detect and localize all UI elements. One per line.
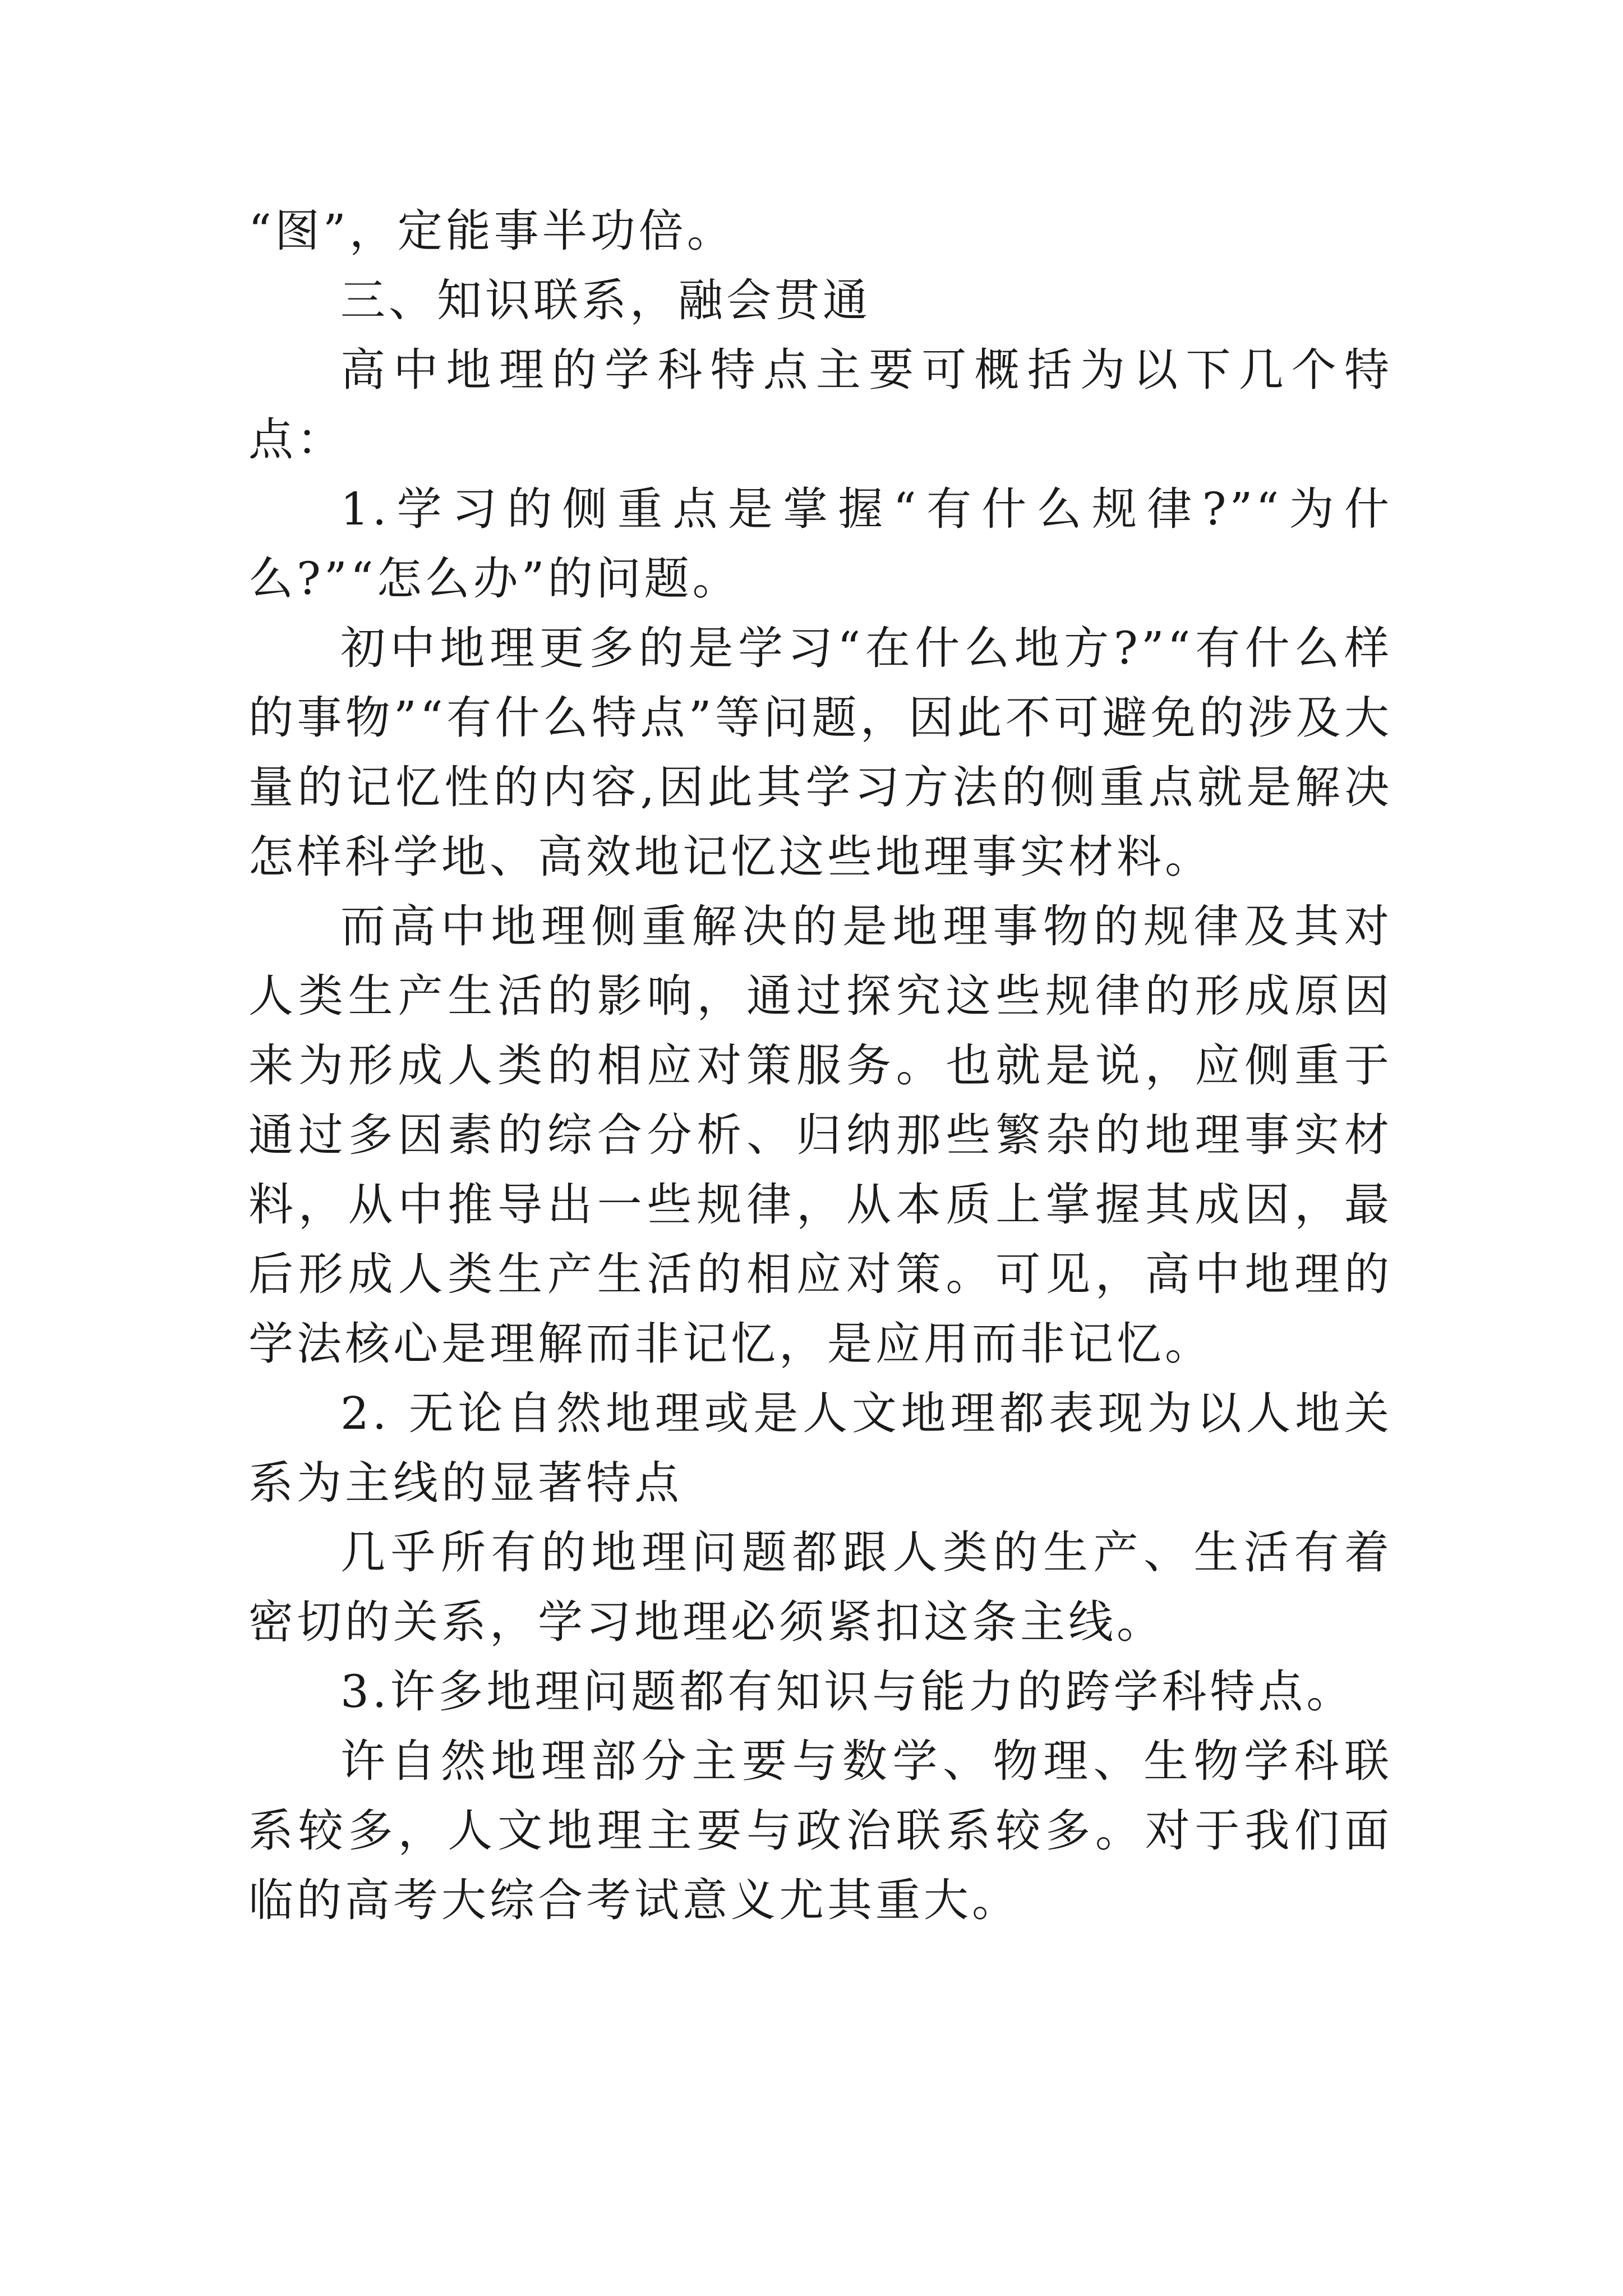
- paragraph-interdisciplinary: 许自然地理部分主要与数学、物理、生物学科联系较多，人文地理主要与政治联系较多。对于我们面临的高考大综合考试意义尤其重大。: [248, 1735, 1393, 1926]
- paragraph-continuation: “图”，定能事半功倍。: [248, 205, 735, 257]
- paragraph-intro: 高中地理的学科特点主要可概括为以下几个特点：: [248, 344, 1393, 466]
- paragraph-human-land: 几乎所有的地理问题都跟人类的生产、生活有着密切的关系，学习地理必须紧扣这条主线。: [248, 1526, 1393, 1648]
- document-body: [248, 196, 1393, 1935]
- point-2-heading: 2. 无论自然地理或是人文地理都表现为以人地关系为主线的显著特点: [248, 1387, 1393, 1509]
- point-1-heading: 1.学习的侧重点是掌握“有什么规律?”“为什么?”“怎么办”的问题。: [248, 483, 1393, 605]
- paragraph-junior-geography: 初中地理更多的是学习“在什么地方?”“有什么样的事物”“有什么特点”等问题，因此不可避免的涉及大量的记忆性的内容,因此其学习方法的侧重点就是解决怎样科学地、高效地记忆这些地理事实材料。: [248, 622, 1393, 883]
- point-3-heading: 3.许多地理问题都有知识与能力的跨学科特点。: [340, 1665, 1355, 1718]
- section-heading: 三、知识联系，融会贯通: [340, 274, 871, 326]
- paragraph-senior-geography: 而高中地理侧重解决的是地理事物的规律及其对人类生产生活的影响，通过探究这些规律的形成原因来为形成人类的相应对策服务。也就是说，应侧重于通过多因素的综合分析、归纳那些繁杂的地理事实材料，从中推导出一些规律，从本质上掌握其成因，最后形成人类生产生活的相应对策。可见，高中地理的学法核心是理解而非记忆，是应用而非记忆。: [248, 900, 1393, 1370]
